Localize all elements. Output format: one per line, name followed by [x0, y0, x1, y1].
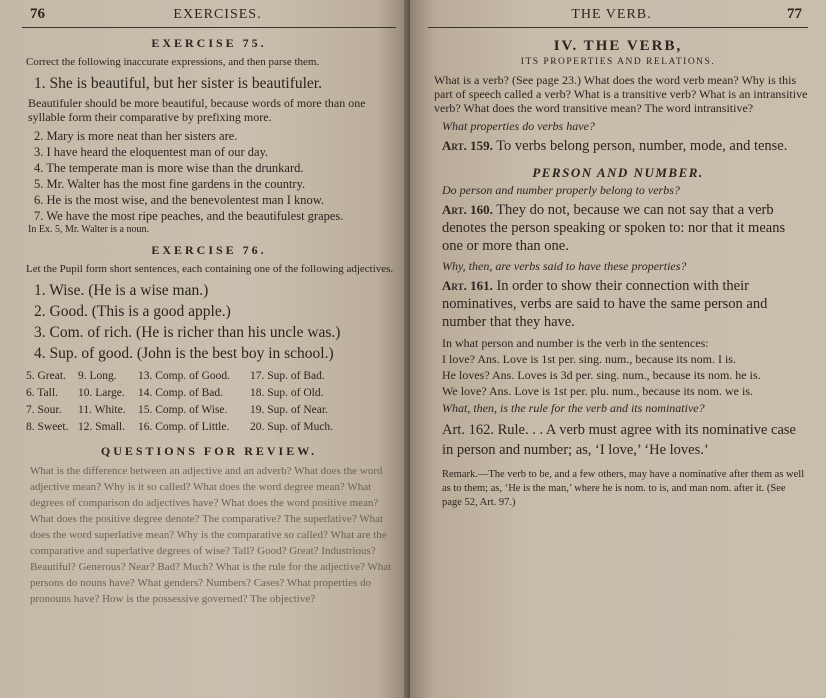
question-properties: What properties do verbs have? [442, 119, 595, 133]
right-running-title: THE VERB. [571, 7, 652, 22]
exercise-75-line-7: 7. We have the most ripe peaches, and the beautifulest grapes. [34, 209, 344, 223]
grid-cell: 14. Comp. of Bad. [138, 387, 223, 399]
grid-cell: 19. Sup. of Near. [250, 404, 328, 416]
question-which: In what person and number is the verb in the sentences: [442, 336, 709, 350]
exercise-75-line-1: 1. She is beautiful, but her sister is beautifuler. [34, 75, 322, 92]
exercise-75-footnote: In Ex. 5, Mr. Walter is a noun. [28, 224, 149, 235]
article-162-text: Rule. . . A verb must agree with its nominative case in person and number; as, ‘I love,’ ‘He loves.’ [442, 422, 796, 458]
grid-cell: 16. Comp. of Little. [138, 421, 230, 433]
grid-cell: 17. Sup. of Bad. [250, 370, 325, 382]
review-questions: What is the difference between an adjective and an adverb? What does the word adjective mean? Why is it so called? What does the word degree mean? What degrees of comparison do adjectives have? What does the word positive mean? What does the positive degree denote? The comparative? The superlative? What does the word superlative mean? Why is the comparative so called? What are the comparative and superlative degrees of wise? Tall? Good? Great? Industrious? Beautiful? Generous? Near? Bad? Much? What is the rule for the adjective? What persons do nouns have? What genders? Numbers? Cases? What properties do pronouns have? How is the possessive governed? The objective? [30, 465, 392, 605]
example-2: He loves? Ans. Loves is 3d per. sing. num., because its nom. he is. [442, 368, 761, 382]
question-why: Why, then, are verbs said to have these properties? [442, 259, 687, 273]
grid-cell: 9. Long. [78, 370, 117, 382]
exercise-75-note: Beautifuler should be more beautiful, because words of more than one syllable form their comparative by prefixing more. [28, 96, 366, 124]
grid-cell: 12. Small. [78, 421, 125, 433]
exercise-75-line-6: 6. He is the most wise, and the benevolentest man I know. [34, 193, 325, 207]
exercise-75-instruction: Correct the following inaccurate expressions, and then parse them. [26, 56, 320, 68]
review-heading: QUESTIONS FOR REVIEW. [100, 444, 318, 458]
exercise-75-heading: EXERCISE 75. [151, 36, 267, 50]
article-161-text: In order to show their connection with their nominatives, verbs are said to have the same person and number that they have. [442, 278, 768, 330]
article-161-label: Art. 161. [442, 278, 493, 293]
intro-questions: What is a verb? (See page 23.) What does the word verb mean? Why is this part of speech called a verb? What is a transitive verb? What is an intransitive verb? What does the word transitive mean? The word intransitive? [434, 73, 808, 115]
grid-cell: 10. Large. [78, 387, 125, 399]
right-page [410, 0, 826, 698]
remark: Remark.—The verb to be, and a few others, may have a nominative after them as well as to them; as, ‘He is the man,’ where he is nom. to is, and man nom. after it. (See page 52, Art. 97.) [442, 469, 805, 508]
question-person: Do person and number properly belong to verbs? [442, 183, 680, 197]
example-1: I love? Ans. Love is 1st per. sing. num., because its nom. I is. [442, 352, 736, 366]
left-page [0, 0, 410, 698]
article-161 [442, 277, 808, 331]
right-running-head [428, 4, 808, 28]
exercise-75-line-2: 2. Mary is more neat than her sisters are. [34, 129, 238, 143]
article-159 [442, 137, 808, 155]
exercise-75-line-3: 3. I have heard the eloquentest man of our day. [34, 145, 269, 159]
article-160-label: Art. 160. [442, 202, 493, 217]
exercise-76-item-4: 4. Sup. of good. (John is the best boy in school.) [34, 345, 334, 362]
right-page-number: 77 [787, 6, 802, 22]
article-162 [442, 420, 808, 460]
grid-cell: 18. Sup. of Old. [250, 387, 324, 399]
article-159-text: To verbs belong person, number, mode, and tense. [496, 138, 788, 154]
exercise-76-word-grid [26, 368, 396, 436]
grid-cell: 15. Comp. of Wise. [138, 404, 228, 416]
person-number-heading: PERSON AND NUMBER. [532, 165, 704, 180]
section-title: IV. THE VERB, [553, 38, 683, 54]
left-running-head [22, 4, 396, 28]
left-running-title: EXERCISES. [173, 7, 262, 22]
grid-cell: 8. Sweet. [26, 421, 69, 433]
grid-cell: 5. Great. [26, 370, 66, 382]
grid-cell: 6. Tall. [26, 387, 58, 399]
question-rule: What, then, is the rule for the verb and its nominative? [442, 401, 705, 415]
exercise-76-instruction: Let the Pupil form short sentences, each containing one of the following adjectives. [26, 263, 394, 275]
example-3: We love? Ans. Love is 1st per. plu. num., because its nom. we is. [442, 384, 753, 398]
grid-cell: 7. Sour. [26, 404, 62, 416]
grid-cell: 11. White. [78, 404, 126, 416]
article-160-text: They do not, because we can not say that a verb denotes the person speaking or spoken to: nor that it means one or more than one. [442, 202, 786, 254]
article-160 [442, 201, 808, 255]
exercise-76-heading: EXERCISE 76. [151, 243, 267, 257]
grid-cell: 20. Sup. of Much. [250, 421, 334, 433]
left-page-number: 76 [30, 6, 45, 22]
grid-cell: 13. Comp. of Good. [138, 370, 230, 382]
exercise-76-item-2: 2. Good. (This is a good apple.) [34, 303, 231, 320]
exercise-75-line-5: 5. Mr. Walter has the most fine gardens in the country. [34, 177, 306, 191]
section-subtitle: ITS PROPERTIES AND RELATIONS. [520, 57, 716, 67]
exercise-76-item-1: 1. Wise. (He is a wise man.) [34, 282, 209, 299]
exercise-76-item-3: 3. Com. of rich. (He is richer than his uncle was.) [34, 324, 341, 341]
exercise-75-line-4: 4. The temperate man is more wise than the drunkard. [34, 161, 304, 175]
article-162-label: Art. 162. [442, 422, 494, 438]
article-159-label: Art. 159. [442, 138, 493, 153]
